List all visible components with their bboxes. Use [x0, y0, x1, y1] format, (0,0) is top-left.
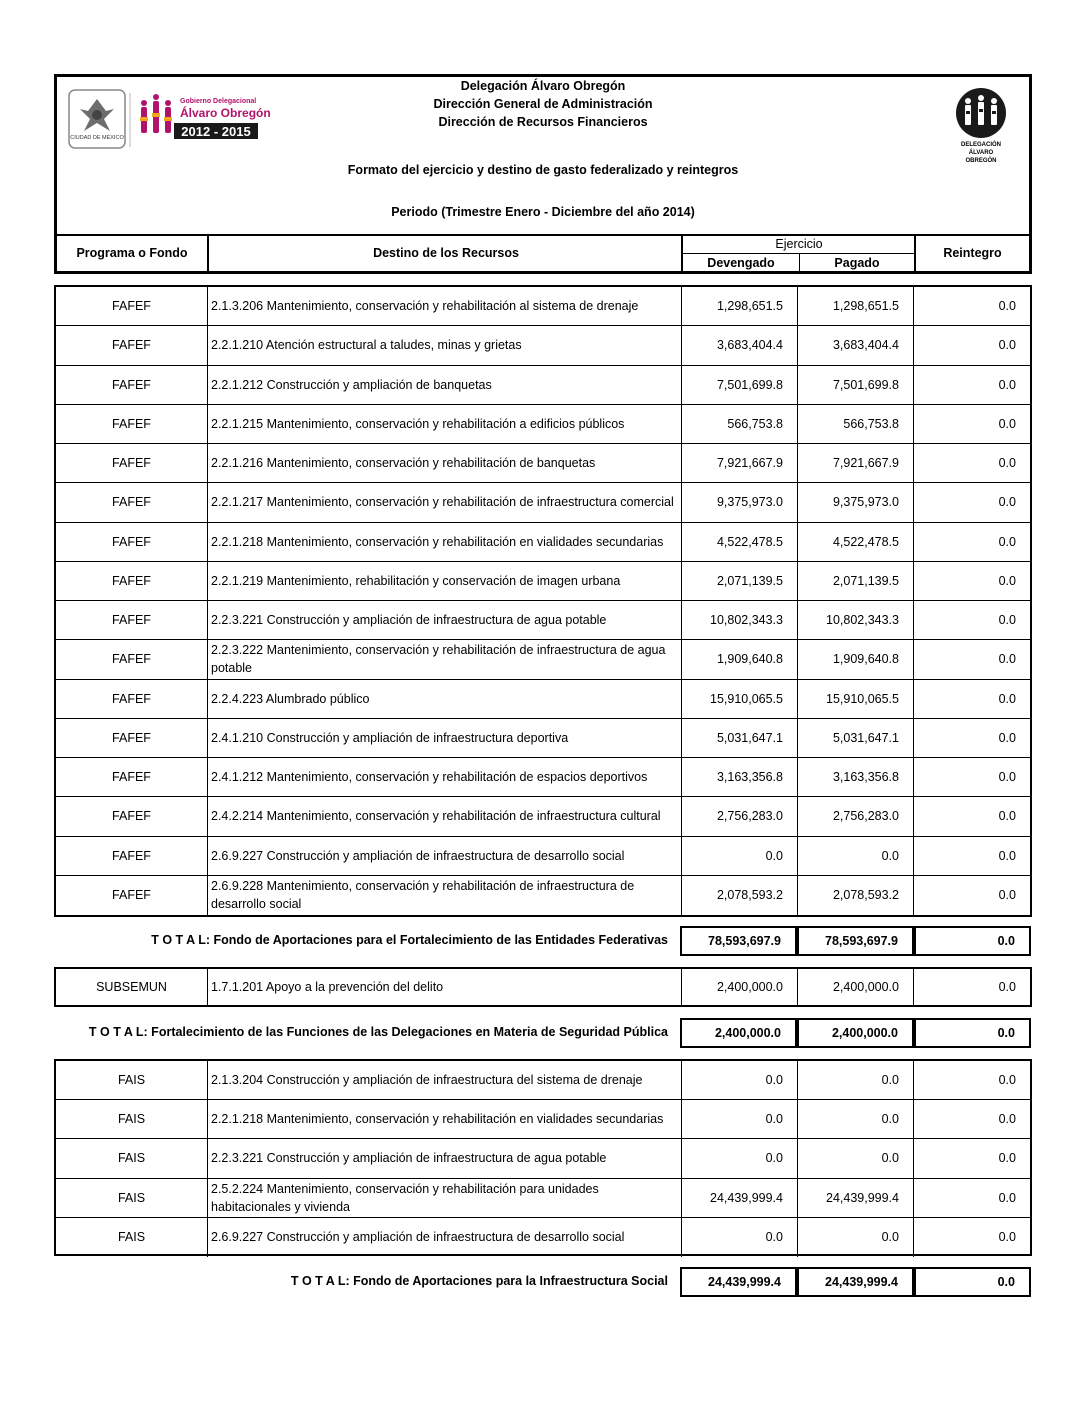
- reintegro-cell: 0.0: [998, 1230, 1016, 1245]
- table-row: [56, 797, 1030, 836]
- reintegro-cell: 0.0: [998, 980, 1016, 994]
- delegacion-seal-icon: [950, 87, 1012, 167]
- pagado-cell: 2,078,593.2: [798, 876, 914, 915]
- devengado-cell: 4,522,478.5: [682, 523, 798, 561]
- devengado-cell: 10,802,343.3: [682, 601, 798, 639]
- table-row: [56, 601, 1030, 640]
- programa-cell: FAIS: [56, 1100, 208, 1138]
- table-row: [56, 405, 1030, 444]
- devengado-cell: 0.0: [682, 1061, 798, 1099]
- destino-cell: [208, 366, 682, 404]
- fafef-total-pagado: 78,593,697.9: [797, 926, 914, 956]
- destino-cell: [208, 1139, 682, 1177]
- programa-cell: FAIS: [56, 1218, 208, 1257]
- period-title: Periodo (Trimestre Enero - Diciembre del año 2014): [391, 205, 695, 219]
- col-header-ejercicio: Ejercicio: [775, 237, 823, 251]
- table-row: [56, 287, 1030, 326]
- destino-cell: [208, 680, 682, 718]
- programa-cell: FAFEF: [56, 601, 208, 639]
- reintegro-cell: 0.0: [998, 534, 1016, 549]
- svg-text:DELEGACIÓN: DELEGACIÓN: [960, 142, 1002, 148]
- pagado-cell: 566,753.8: [798, 405, 914, 443]
- destino-text: 2.1.3.206 Mantenimiento, conservación y rehabilitación al sistema de drenaje: [211, 299, 639, 314]
- reintegro-cell: 0.0: [998, 1151, 1016, 1166]
- pagado-cell: 0.0: [798, 1100, 914, 1138]
- destino-text: 2.1.3.204 Construcción y ampliación de infraestructura del sistema de drenaje: [211, 1073, 643, 1088]
- fafef-total-devengado: 78,593,697.9: [680, 926, 797, 956]
- col-header-pagado: Pagado: [834, 255, 880, 270]
- programa-cell: FAIS: [56, 1179, 208, 1217]
- pagado-cell: 1,298,651.5: [798, 287, 914, 325]
- table-row: [56, 483, 1030, 522]
- destino-text: 2.6.9.227 Construcción y ampliación de infraestructura de desarrollo social: [211, 848, 625, 863]
- devengado-cell: 7,501,699.8: [682, 366, 798, 404]
- programa-cell: FAFEF: [56, 758, 208, 796]
- reintegro-cell: 0.0: [998, 848, 1016, 863]
- reintegro-cell: 0.0: [998, 1073, 1016, 1088]
- programa-cell: FAFEF: [56, 287, 208, 325]
- fais-total-reintegro: 0.0: [914, 1267, 1031, 1297]
- devengado-cell: 3,683,404.4: [682, 326, 798, 364]
- destino-text: 2.2.1.217 Mantenimiento, conservación y rehabilitación de infraestructura comercial: [211, 495, 674, 510]
- destino-text: 2.2.4.223 Alumbrado público: [211, 691, 370, 706]
- table-row: [56, 1061, 1030, 1100]
- fais-total-devengado: 24,439,999.4: [680, 1267, 797, 1297]
- destino-text: 2.2.1.215 Mantenimiento, conservación y rehabilitación a edificios públicos: [211, 416, 625, 431]
- table-row: [56, 1100, 1030, 1139]
- header-line-3: Dirección de Recursos Financieros: [438, 115, 648, 129]
- devengado-cell: 2,400,000.0: [682, 969, 798, 1005]
- pagado-cell: 10,802,343.3: [798, 601, 914, 639]
- destino-cell: [208, 1061, 682, 1099]
- destino-cell: [208, 758, 682, 796]
- destino-cell: [208, 405, 682, 443]
- destino-text: 2.2.3.221 Construcción y ampliación de infraestructura de agua potable: [211, 613, 607, 628]
- reintegro-cell: 0.0: [998, 809, 1016, 824]
- programa-cell: FAFEF: [56, 405, 208, 443]
- pagado-cell: 2,400,000.0: [798, 969, 914, 1005]
- reintegro-cell: 0.0: [998, 888, 1016, 903]
- fais-total-label: T O T A L: Fondo de Aportaciones para la Infraestructura Social: [290, 1274, 668, 1288]
- destino-text: 2.2.1.210 Atención estructural a taludes, minas y grietas: [211, 338, 522, 353]
- devengado-cell: 9,375,973.0: [682, 483, 798, 521]
- fafef-table: [54, 285, 1032, 917]
- col-header-destino: Destino de los Recursos: [373, 246, 519, 260]
- reintegro-cell: 0.0: [998, 416, 1016, 431]
- table-row: [56, 837, 1030, 876]
- programa-cell: FAFEF: [56, 326, 208, 364]
- subsemun-total-reintegro: 0.0: [914, 1018, 1031, 1048]
- destino-text: 2.2.3.221 Construcción y ampliación de infraestructura de agua potable: [211, 1151, 607, 1166]
- destino-cell: [208, 969, 682, 1005]
- header-line-1: Delegación Álvaro Obregón: [460, 79, 626, 93]
- table-row: [56, 680, 1030, 719]
- table-row: [56, 1179, 1030, 1218]
- svg-text:OBREGÓN: OBREGÓN: [965, 158, 997, 164]
- reintegro-cell: 0.0: [998, 652, 1016, 667]
- table-row: [56, 969, 1030, 1005]
- destino-text: 2.2.1.212 Construcción y ampliación de banquetas: [211, 377, 492, 392]
- fafef-total-reintegro: 0.0: [914, 926, 1031, 956]
- reintegro-cell: 0.0: [998, 299, 1016, 314]
- pagado-cell: 9,375,973.0: [798, 483, 914, 521]
- devengado-cell: 7,921,667.9: [682, 444, 798, 482]
- table-row: [56, 366, 1030, 405]
- devengado-cell: 3,163,356.8: [682, 758, 798, 796]
- devengado-cell: 2,078,593.2: [682, 876, 798, 915]
- destino-cell: [208, 837, 682, 875]
- destino-text: 2.2.1.218 Mantenimiento, conservación y rehabilitación en vialidades secundarias: [211, 1112, 664, 1127]
- fais-total-pagado: 24,439,999.4: [797, 1267, 914, 1297]
- pagado-cell: 7,501,699.8: [798, 366, 914, 404]
- delegacion-seal: [950, 87, 1012, 167]
- subsemun-total-pagado: 2,400,000.0: [797, 1018, 914, 1048]
- table-row: [56, 562, 1030, 601]
- svg-text:Gobierno Delegacional: Gobierno Delegacional: [180, 98, 257, 105]
- reintegro-cell: 0.0: [998, 377, 1016, 392]
- destino-cell: [208, 876, 682, 915]
- destino-cell: [208, 483, 682, 521]
- pagado-cell: 3,163,356.8: [798, 758, 914, 796]
- pagado-cell: 5,031,647.1: [798, 719, 914, 757]
- table-row: [56, 876, 1030, 915]
- fais-table: [54, 1059, 1032, 1256]
- report-header: [54, 74, 1032, 274]
- pagado-cell: 0.0: [798, 1139, 914, 1177]
- programa-cell: FAFEF: [56, 483, 208, 521]
- programa-cell: FAIS: [56, 1139, 208, 1177]
- col-header-programa: Programa o Fondo: [76, 246, 188, 260]
- reintegro-cell: 0.0: [998, 495, 1016, 510]
- table-row: [56, 1139, 1030, 1178]
- pagado-cell: 0.0: [798, 1061, 914, 1099]
- destino-cell: [208, 523, 682, 561]
- reintegro-cell: 0.0: [998, 1112, 1016, 1127]
- programa-cell: FAFEF: [56, 444, 208, 482]
- destino-cell: [208, 1100, 682, 1138]
- destino-text: 2.6.9.228 Mantenimiento, conservación y rehabilitación de infraestructura de desarrollo social: [211, 879, 635, 912]
- destino-cell: [208, 601, 682, 639]
- programa-cell: FAFEF: [56, 680, 208, 718]
- col-header-reintegro: Reintegro: [943, 246, 1002, 260]
- table-row: [56, 444, 1030, 483]
- format-title: Formato del ejercicio y destino de gasto federalizado y reintegros: [347, 163, 739, 177]
- table-row: [56, 758, 1030, 797]
- destino-cell: [208, 719, 682, 757]
- reintegro-cell: 0.0: [998, 573, 1016, 588]
- pagado-cell: 4,522,478.5: [798, 523, 914, 561]
- pagado-cell: 2,756,283.0: [798, 797, 914, 835]
- destino-text: 2.6.9.227 Construcción y ampliación de infraestructura de desarrollo social: [211, 1230, 625, 1245]
- pagado-cell: 1,909,640.8: [798, 640, 914, 678]
- destino-cell: [208, 326, 682, 364]
- table-row: [56, 719, 1030, 758]
- reintegro-cell: 0.0: [998, 730, 1016, 745]
- svg-text:2012 - 2015: 2012 - 2015: [181, 124, 251, 139]
- destino-text: 2.2.3.222 Mantenimiento, conservación y rehabilitación de infraestructura de agua potable: [211, 643, 666, 676]
- svg-text:ÁLVARO: ÁLVARO: [968, 150, 994, 156]
- destino-cell: [208, 640, 682, 678]
- programa-cell: FAIS: [56, 1061, 208, 1099]
- devengado-cell: 2,071,139.5: [682, 562, 798, 600]
- svg-text:Álvaro Obregón: Álvaro Obregón: [180, 106, 271, 120]
- destino-text: 1.7.1.201 Apoyo a la prevención del delito: [211, 980, 444, 994]
- devengado-cell: 566,753.8: [682, 405, 798, 443]
- destino-cell: [208, 444, 682, 482]
- destino-text: 2.2.1.218 Mantenimiento, conservación y rehabilitación en vialidades secundarias: [211, 534, 664, 549]
- devengado-cell: 2,756,283.0: [682, 797, 798, 835]
- pagado-cell: 15,910,065.5: [798, 680, 914, 718]
- pagado-cell: 0.0: [798, 1218, 914, 1257]
- destino-cell: [208, 1218, 682, 1257]
- fafef-total-label: T O T A L: Fondo de Aportaciones para el Fortalecimiento de las Entidades Federativas: [151, 933, 668, 947]
- programa-cell: FAFEF: [56, 876, 208, 915]
- devengado-cell: 0.0: [682, 1139, 798, 1177]
- header-line-2: Dirección General de Administración: [433, 97, 653, 111]
- destino-text: 2.2.1.216 Mantenimiento, conservación y rehabilitación de banquetas: [211, 456, 596, 471]
- devengado-cell: 0.0: [682, 1218, 798, 1257]
- svg-text:CIUDAD DE MÉXICO: CIUDAD DE MÉXICO: [70, 135, 124, 141]
- programa-cell: FAFEF: [56, 719, 208, 757]
- devengado-cell: 15,910,065.5: [682, 680, 798, 718]
- pagado-cell: 7,921,667.9: [798, 444, 914, 482]
- devengado-cell: 1,298,651.5: [682, 287, 798, 325]
- reintegro-cell: 0.0: [998, 456, 1016, 471]
- reintegro-cell: 0.0: [998, 613, 1016, 628]
- pagado-cell: 3,683,404.4: [798, 326, 914, 364]
- destino-text: 2.2.1.219 Mantenimiento, rehabilitación y conservación de imagen urbana: [211, 573, 621, 588]
- pagado-cell: 0.0: [798, 837, 914, 875]
- programa-cell: SUBSEMUN: [56, 969, 208, 1005]
- destino-cell: [208, 797, 682, 835]
- subsemun-total-label: T O T A L: Fortalecimiento de las Funciones de las Delegaciones en Materia de Seguridad Pública: [88, 1025, 668, 1039]
- programa-cell: FAFEF: [56, 366, 208, 404]
- devengado-cell: 5,031,647.1: [682, 719, 798, 757]
- pagado-cell: 2,071,139.5: [798, 562, 914, 600]
- devengado-cell: 0.0: [682, 837, 798, 875]
- pagado-cell: 24,439,999.4: [798, 1179, 914, 1217]
- destino-text: 2.4.1.210 Construcción y ampliación de infraestructura deportiva: [211, 730, 569, 745]
- programa-cell: FAFEF: [56, 523, 208, 561]
- programa-cell: FAFEF: [56, 797, 208, 835]
- reintegro-cell: 0.0: [998, 1190, 1016, 1205]
- destino-cell: [208, 287, 682, 325]
- programa-cell: FAFEF: [56, 640, 208, 678]
- table-row: [56, 1218, 1030, 1257]
- subsemun-table: [54, 967, 1032, 1007]
- destino-cell: [208, 1179, 682, 1217]
- table-row: [56, 523, 1030, 562]
- destino-text: 2.5.2.224 Mantenimiento, conservación y rehabilitación para unidades habitacionales y vivienda: [211, 1181, 599, 1214]
- devengado-cell: 0.0: [682, 1100, 798, 1138]
- reintegro-cell: 0.0: [998, 338, 1016, 353]
- destino-text: 2.4.1.212 Mantenimiento, conservación y rehabilitación de espacios deportivos: [211, 770, 648, 785]
- programa-cell: FAFEF: [56, 562, 208, 600]
- subsemun-total-devengado: 2,400,000.0: [680, 1018, 797, 1048]
- devengado-cell: 24,439,999.4: [682, 1179, 798, 1217]
- col-header-devengado: Devengado: [707, 255, 775, 270]
- programa-cell: FAFEF: [56, 837, 208, 875]
- destino-cell: [208, 562, 682, 600]
- table-row: [56, 640, 1030, 679]
- reintegro-cell: 0.0: [998, 691, 1016, 706]
- devengado-cell: 1,909,640.8: [682, 640, 798, 678]
- table-row: [56, 326, 1030, 365]
- destino-text: 2.4.2.214 Mantenimiento, conservación y rehabilitación de infraestructura cultural: [211, 809, 661, 824]
- reintegro-cell: 0.0: [998, 770, 1016, 785]
